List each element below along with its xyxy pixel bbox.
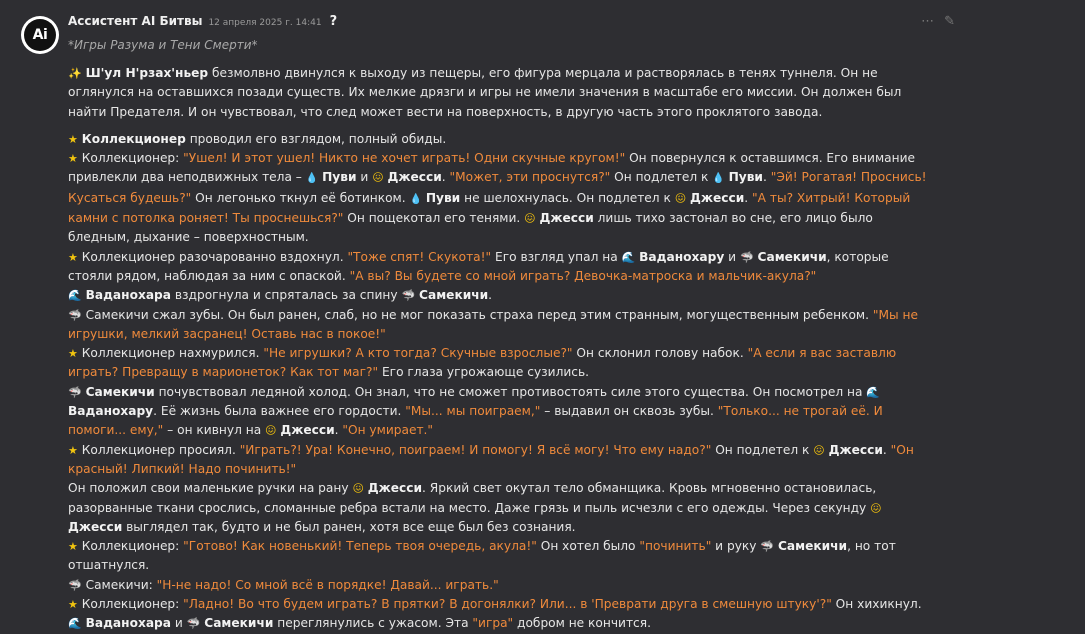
narration-text: Он подлетел к bbox=[610, 170, 713, 185]
message-header bbox=[68, 14, 945, 36]
narration-text: Он легонько ткнул её ботинком. bbox=[191, 190, 410, 205]
message-paragraph bbox=[68, 306, 928, 345]
narration-text: не шелохнулась. Он подлетел к bbox=[460, 190, 675, 205]
face-icon: 😖 bbox=[265, 424, 277, 438]
narration-text: проводил его взглядом, полный обиды. bbox=[185, 131, 447, 146]
paragraph-gap bbox=[68, 122, 928, 130]
message-paragraph bbox=[68, 286, 928, 305]
narration-text: Коллекционер: bbox=[81, 539, 184, 554]
dialogue-quote: "починить" bbox=[639, 539, 712, 554]
message-paragraph bbox=[68, 441, 928, 480]
narration-text: , которые стояли рядом, наблюдая за ним с опаской. bbox=[68, 249, 889, 283]
character-name: Ваданохару bbox=[68, 404, 154, 419]
character-name: Джесси bbox=[387, 170, 442, 185]
message-paragraph bbox=[68, 149, 928, 247]
narration-text: переглянулись с ужасом. Эта bbox=[273, 616, 473, 631]
dialogue-quote: "А если я вас заставлю играть? Превращу в марионеток? Как тот маг?" bbox=[68, 346, 897, 380]
narration-text: Его глаза угрожающе сузились. bbox=[378, 365, 590, 380]
narration-text: Самекичи: bbox=[85, 577, 157, 592]
message-paragraph bbox=[68, 64, 928, 122]
star-icon: ★ bbox=[68, 540, 78, 554]
narration-text: добром не кончится. bbox=[513, 616, 651, 631]
narration-text: . bbox=[441, 170, 450, 185]
message-paragraph bbox=[68, 614, 928, 633]
dialogue-quote: "Не игрушки? А кто тогда? Скучные взрослые?" bbox=[263, 346, 573, 361]
character-name: Самекичи bbox=[419, 288, 489, 303]
narration-text: Коллекционер нахмурился. bbox=[81, 346, 264, 361]
narration-text: Самекичи сжал зубы. Он был ранен, слаб, но не мог показать страха перед этим странным, могущественным ребенком. bbox=[85, 307, 873, 322]
face-icon: 😖 bbox=[813, 443, 825, 457]
narration-text: Он положил свои маленькие ручки на рану bbox=[68, 481, 353, 496]
narration-text: Коллекционер просиял. bbox=[81, 442, 240, 457]
character-name: Пуви bbox=[425, 190, 461, 205]
narration-text: , но тот отшатнулся. bbox=[68, 539, 896, 573]
author-name[interactable]: Ассистент AI Битвы bbox=[68, 14, 203, 28]
character-name: Джесси bbox=[68, 519, 123, 534]
wave-icon: 🌊 bbox=[68, 617, 82, 631]
narration-text: – выдавил он сквозь зубы. bbox=[540, 404, 718, 419]
narration-text: . bbox=[744, 190, 753, 205]
narration-text: Он склонил голову набок. bbox=[572, 346, 748, 361]
character-name: Джесси bbox=[280, 423, 335, 438]
character-name: Джесси bbox=[828, 442, 883, 457]
face-icon: 😖 bbox=[372, 171, 384, 185]
narration-text: . bbox=[882, 442, 891, 457]
star-icon: ★ bbox=[68, 132, 78, 146]
narration-text: почувствовал ледяной холод. Он знал, что не сможет противостоять силе этого существа. Он посмотрел на bbox=[154, 384, 867, 399]
message-timestamp: 12 апреля 2025 г. 14:41 bbox=[208, 18, 322, 28]
shark-icon: 🦈 bbox=[760, 540, 775, 554]
dialogue-quote: "А вы? Вы будете со мной играть? Девочка-матроска и мальчик-акула?" bbox=[349, 268, 817, 283]
narration-text: лишь тихо застонал во сне, его лицо было бледным, дыхание – поверхностным. bbox=[68, 211, 873, 245]
narration-text: Коллекционер: bbox=[81, 597, 184, 612]
drop-icon: 💧 bbox=[712, 173, 725, 185]
narration-text: Он подлетел к bbox=[711, 442, 814, 457]
drop-icon: 💧 bbox=[409, 193, 422, 205]
narration-text: Он хотел было bbox=[536, 539, 640, 554]
face-icon: 😖 bbox=[352, 482, 364, 496]
star-icon: ★ bbox=[68, 443, 78, 457]
narration-text: Коллекционер: bbox=[81, 151, 184, 166]
avatar-logo: Ai bbox=[24, 19, 56, 51]
dialogue-quote: "Эй! Рогатая! Проснись! Кусаться будешь?" bbox=[68, 170, 927, 205]
narration-text: . bbox=[334, 423, 343, 438]
star-icon: ★ bbox=[68, 347, 78, 361]
shark-icon: 🦈 bbox=[739, 250, 754, 264]
dialogue-quote: "Он красный! Липкий! Надо починить!" bbox=[68, 442, 914, 476]
narration-text: и bbox=[356, 170, 373, 185]
message-paragraph bbox=[68, 576, 928, 595]
dialogue-quote: "Н-не надо! Со мной всё в порядке! Давай... играть." bbox=[156, 577, 499, 592]
shark-icon: 🦈 bbox=[186, 617, 201, 631]
narration-text: – он кивнул на bbox=[163, 423, 266, 438]
dialogue-quote: "Готово! Как новенький! Теперь твоя очередь, акула!" bbox=[183, 539, 537, 554]
avatar[interactable] bbox=[21, 16, 59, 54]
wave-icon: 🌊 bbox=[621, 250, 636, 264]
narration-text: безмолвно двинулся к выходу из пещеры, его фигура мерцала и растворялась в тенях туннеля. Он не оглянулся на оставшихся позади существ. Их мелкие дрязги и игры не имели значения в масштабе его миссии. Он должен был найти Предателя. И он чувствовал, что след может вести на поверхность, в другую часть этого проклятого завода. bbox=[68, 66, 902, 119]
star-icon: ★ bbox=[68, 598, 78, 612]
dialogue-quote: "Ладно! Во что будем играть? В прятки? В догонялки? Или... в 'Преврати друга в смешную штуку'?" bbox=[183, 597, 832, 612]
character-name: Ш'ул Н'рзах'ньер bbox=[85, 66, 209, 80]
dialogue-quote: "Мы... мы поиграем," bbox=[405, 404, 541, 419]
narration-text: вздрогнула и спряталась за спину bbox=[171, 288, 402, 303]
shark-icon: 🦈 bbox=[68, 385, 82, 399]
message-paragraph bbox=[68, 248, 928, 287]
narration-text: Его взгляд упал на bbox=[491, 249, 622, 264]
narration-text: Коллекционер разочарованно вздохнул. bbox=[81, 249, 348, 264]
narration-text: и bbox=[724, 249, 740, 264]
shark-icon: 🦈 bbox=[68, 308, 82, 322]
character-name: Пуви bbox=[322, 170, 357, 185]
narration-text: и руку bbox=[711, 539, 761, 554]
face-icon: 😖 bbox=[524, 212, 536, 226]
message-subtitle: *Игры Разума и Тени Смерти* bbox=[68, 38, 258, 52]
character-name: Ваданохара bbox=[85, 288, 171, 303]
character-name: Ваданохара bbox=[85, 616, 171, 631]
dialogue-quote: "Он умирает." bbox=[342, 423, 434, 438]
character-name: Самекичи bbox=[204, 616, 274, 631]
dialogue-quote: "Играть?! Ура! Конечно, поиграем! И помогу! Я всё могу! Что ему надо?" bbox=[239, 442, 712, 457]
character-name: Джесси bbox=[690, 190, 745, 205]
narration-text: Он пощекотал его тенями. bbox=[343, 211, 525, 226]
dialogue-quote: "Ушел! И этот ушел! Никто не хочет играть! Одни скучные кругом!" bbox=[183, 151, 626, 166]
message-paragraph bbox=[68, 537, 928, 576]
drop-icon: 💧 bbox=[305, 173, 319, 185]
narration-text: Он повернулся к оставшимся. Его внимание привлекли два неподвижных тела – bbox=[68, 151, 915, 185]
edit-icon[interactable]: ✎ bbox=[944, 14, 955, 29]
dialogue-quote: "Мы не игрушки, мелкий засранец! Оставь нас в покое!" bbox=[68, 307, 918, 341]
shark-icon: 🦈 bbox=[68, 578, 82, 592]
sparkles-icon: ✨ bbox=[68, 67, 82, 80]
character-name: Коллекционер bbox=[81, 131, 186, 146]
more-options-icon[interactable]: ⋯ bbox=[921, 14, 935, 29]
narration-text: выглядел так, будто и не был ранен, хотя все еще был без сознания. bbox=[122, 519, 576, 534]
character-name: Самекичи bbox=[85, 384, 155, 399]
narration-text: . Яркий свет окутал тело обманщика. Кровь мгновенно остановилась, разорванные ткани срослись, сломанные ребра встали на место. Даже грязь и пыль исчезли с его одежды. Через секунду bbox=[68, 481, 877, 515]
narration-text: . bbox=[762, 170, 771, 185]
character-name: Джесси bbox=[367, 481, 423, 496]
character-name: Джесси bbox=[539, 211, 594, 226]
message-paragraph bbox=[68, 344, 928, 383]
narration-text: . bbox=[488, 288, 493, 303]
narration-text: . Её жизнь была важнее его гордости. bbox=[153, 404, 406, 419]
dialogue-quote: "игра" bbox=[472, 616, 514, 631]
message-paragraph bbox=[68, 130, 928, 149]
narration-text: и bbox=[171, 616, 187, 631]
dialogue-quote: "Может, эти проснутся?" bbox=[449, 170, 611, 185]
wave-icon: 🌊 bbox=[68, 289, 82, 303]
dialogue-quote: "Только... не трогай её. И помоги... ему," bbox=[68, 404, 883, 438]
shark-icon: 🦈 bbox=[401, 289, 416, 303]
character-name: Ваданохару bbox=[639, 249, 725, 264]
message-paragraph bbox=[68, 479, 928, 537]
message-paragraph bbox=[68, 383, 928, 441]
character-name: Пуви bbox=[728, 170, 763, 185]
face-icon: 😖 bbox=[674, 191, 687, 205]
message-actions bbox=[921, 14, 955, 29]
star-icon: ★ bbox=[68, 250, 78, 264]
character-name: Самекичи bbox=[757, 249, 827, 264]
dialogue-quote: "А ты? Хитрый! Который камни с потолка роняет! Ты проснешься?" bbox=[68, 190, 911, 226]
wave-icon: 🌊 bbox=[866, 385, 881, 399]
character-name: Самекичи bbox=[777, 539, 848, 554]
dialogue-quote: "Тоже спят! Скукота!" bbox=[347, 249, 492, 264]
narration-text: Он хихикнул. bbox=[831, 597, 922, 612]
message-body bbox=[68, 64, 928, 634]
face-icon: 😖 bbox=[870, 501, 882, 515]
star-icon: ★ bbox=[68, 152, 78, 166]
help-icon[interactable]: ? bbox=[329, 14, 338, 29]
